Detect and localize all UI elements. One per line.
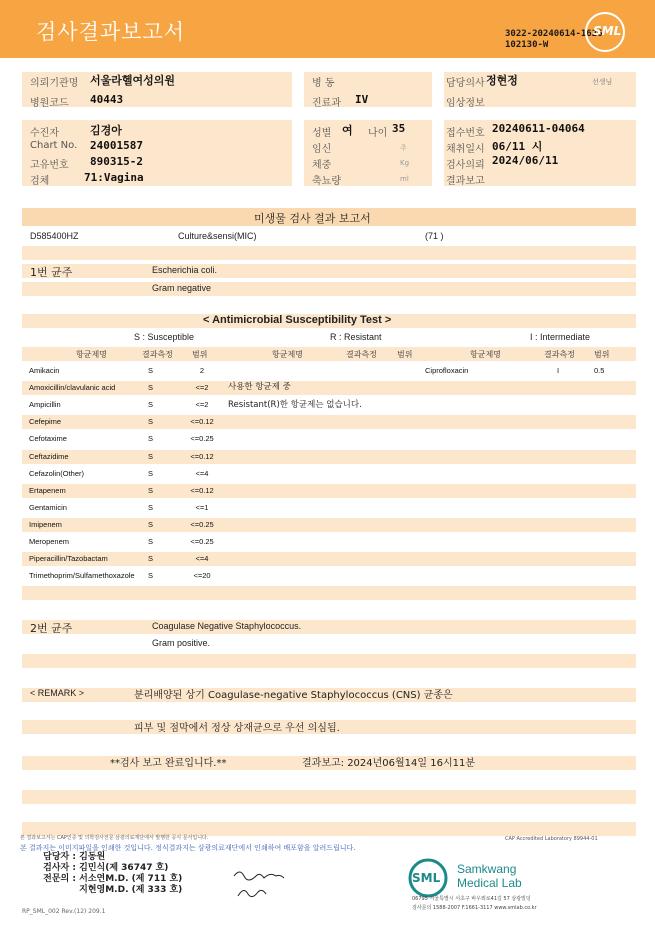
ast-drug-result: S [148,434,154,443]
ast-drug-result: S [148,452,154,461]
brand-line2: Medical Lab [457,876,522,890]
remark-line1: 분리배양된 상기 Coagulase-negative Staphylococcus (CNS) 균종은 [134,690,453,701]
report-code-line2: 102130-W [505,40,549,50]
ast-drug-value: 2 [199,366,205,375]
dept-value: IV [355,93,369,106]
ast-drug-value: <=0.25 [190,520,214,529]
row-band [22,586,636,600]
staff-name: 김동원 [79,852,106,862]
col-range-2: 범위 [397,350,413,359]
ast-drug-name: Ertapenem [29,486,66,495]
note-line1: 사용한 항균제 중 [228,382,291,392]
ast-drug-value: <=20 [193,571,211,580]
ast-drug-value: <=0.12 [190,417,214,426]
row-band [22,620,636,634]
pregnancy-unit: 주 [400,144,407,152]
report-time: 결과보고: 2024년06월14일 16시11분 [302,758,476,769]
report-label: 결과보고 [446,176,485,187]
sex-label: 성별 [312,128,332,139]
pregnancy-label: 임신 [312,144,332,155]
institution-label: 의뢰기관명 [30,78,79,89]
micro-section-title: 미생물 검사 결과 보고서 [254,212,371,225]
urine-unit: ml [400,175,409,183]
ast-drug-value: <=1 [195,503,209,512]
ast-drug-result: S [148,486,154,495]
ast-drug-result: S [148,554,154,563]
hospital-code-label: 병원코드 [30,98,69,109]
examinee-band [22,120,292,186]
hospital-code-value: 40443 [90,93,124,106]
ast-drug-value: <=0.25 [190,537,214,546]
row-band [22,282,636,296]
ast-drug-value: <=2 [195,383,209,392]
ast-drug-value: <=2 [195,400,209,409]
request-value: 2024/06/11 [492,154,559,167]
specimen-label: 검체 [30,176,50,187]
row-band [22,654,636,668]
row-band [22,450,636,464]
row-band [22,484,636,498]
col-result-2: 결과측정 [346,350,377,359]
brand-name [457,862,522,890]
ast-drug-value: <=4 [195,469,209,478]
col-drug-1: 항균제명 [76,350,107,359]
test-code: D585400HZ [30,231,79,241]
ast-drug-result: S [148,571,154,580]
col-result-1: 결과측정 [142,350,173,359]
ast-drug-name: Cefazolin(Other) [29,469,85,478]
ast-drug-result: S [148,400,154,409]
collect-value: 06/11 시 [492,140,543,153]
ast-drug-result: S [148,366,154,375]
staff-name: 서소연M.D. (제 711 호) [79,874,183,884]
col-result-3: 결과측정 [544,350,575,359]
signature-image [230,866,290,902]
examinee-label: 수진자 [30,128,59,139]
ast-drug-value: <=0.12 [190,452,214,461]
id-label: 고유번호 [30,160,69,171]
col-drug-2: 항균제명 [272,350,303,359]
ast-drug-name: Ceftazidime [29,452,69,461]
right-drug-result: I [557,366,560,375]
ast-drug-name: Trimethoprim/Sulfamethoxazole [29,571,135,580]
chart-value: 24001587 [90,139,143,152]
row-band [22,552,636,566]
legend-susceptible: S : Susceptible [134,332,195,342]
strain2-label: 2번 균주 [30,622,73,635]
chart-label: Chart No. [30,140,78,151]
ast-title: < Antimicrobial Susceptibility Test > [203,314,392,326]
id-value: 890315-2 [90,155,143,168]
right-drug-value: 0.5 [594,366,605,375]
ast-drug-result: S [148,537,154,546]
col-drug-3: 항균제명 [470,350,501,359]
sml-logo-icon [585,12,625,52]
brand-abbr: SML [412,871,441,885]
ast-drug-name: Meropenem [29,537,70,546]
staff-name: 지현영M.D. (제 333 호) [79,885,183,895]
weight-label: 체중 [312,160,332,171]
row-band [22,264,636,278]
brand-address: 06795 서울특별시 서초구 바우뫼로41길 57 삼광빌딩 [412,896,531,902]
ast-drug-value: <=0.25 [190,434,214,443]
row-band [22,246,636,260]
receipt-value: 20240611-04064 [492,122,585,135]
col-range-1: 범위 [192,350,208,359]
footer-fine-print-1: 본 결과보고서는 CAP인증 및 의학검사전문 삼광의료재단에서 발행한 공식 문서입니다. [20,835,209,841]
row-band [22,518,636,532]
staff-role: 검사자 : [43,863,76,873]
row-band [22,415,636,429]
ast-drug-result: S [148,503,154,512]
weight-unit: Kg [400,159,410,167]
staff-role: 담당자 : [43,852,76,862]
note-line2: Resistant(R)한 항균제는 없습니다. [228,400,362,410]
complete-note: **검사 보고 완료입니다.** [110,758,227,769]
age-value: 35 [392,122,406,135]
ast-drug-name: Cefepime [29,417,62,426]
report-title: 검사결과보고서 [36,20,186,44]
doctor-value: 정현정 [486,74,518,87]
ast-drug-name: Amoxicillin/clavulanic acid [29,383,116,392]
specimen-value: 71:Vagina [84,171,144,184]
right-drug-name: Ciprofloxacin [425,366,469,375]
staff-row [36,885,182,896]
test-name: Culture&sensi(MIC) [178,231,257,241]
institution-value: 서울라헬여성의원 [90,74,176,87]
request-label: 검사의뢰 [446,160,485,171]
cap-accreditation: CAP Accredited Laboratory 89944-01 [505,836,598,842]
ast-drug-name: Amikacin [29,366,60,375]
report-code-line1: 3022-20240614-1626 [505,29,603,39]
ast-drug-result: S [148,469,154,478]
strain1-name: Escherichia coli. [152,265,218,275]
col-range-3: 범위 [594,350,610,359]
ast-drug-name: Cefotaxime [29,434,67,443]
staff-row [36,863,182,874]
urine-label: 축뇨량 [312,176,341,187]
ast-drug-result: S [148,520,154,529]
footer-fine-print-2: 본 결과지는 이미지파일을 인쇄한 것입니다. 정식결과지는 삼광의료재단에서 인쇄하여 배포함을 알려드립니다. [20,844,356,852]
ast-drug-value: <=0.12 [190,486,214,495]
sex-value: 여 [342,124,353,137]
ward-label: 병 동 [312,78,335,89]
sml-logo-text: SML [593,24,622,38]
clinical-info-label: 임상정보 [446,98,485,109]
brand-phone: 검사문의 1588-2007 F.1661-3117 www.smlab.co.kr [412,905,537,911]
doctor-label: 담당의사 [446,78,485,89]
staff-row [36,852,182,863]
row-band [22,790,636,804]
staff-role: 전문의 : [43,874,76,884]
ast-drug-result: S [148,383,154,392]
test-no: (71 ) [425,231,444,241]
remark-label: < REMARK > [30,688,85,698]
legend-resistant: R : Resistant [330,332,382,342]
remark-line2: 피부 및 점막에서 정상 상재균으로 우선 의심됨. [134,723,340,734]
dept-label: 진료과 [312,98,341,109]
collect-label: 채취일시 [446,144,485,155]
ast-drug-name: Piperacillin/Tazobactam [29,554,108,563]
legend-intermediate: I : Intermediate [530,332,591,342]
ast-drug-result: S [148,417,154,426]
brand-line1: Samkwang [457,862,517,876]
doctor-suffix: 선생님 [592,78,613,86]
strain1-label: 1번 균주 [30,266,73,279]
receipt-label: 접수번호 [446,128,485,139]
ast-drug-name: Imipenem [29,520,62,529]
form-number: RP_SML_002 Rev.(12) 209.1 [22,908,106,915]
age-label: 나이 [368,128,388,139]
staff-row [36,874,182,885]
strain2-name: Coagulase Negative Staphylococcus. [152,621,302,631]
ast-drug-name: Gentamicin [29,503,67,512]
staff-name: 김민식(제 36747 호) [79,863,169,873]
ast-drug-value: <=4 [195,554,209,563]
staff-list [36,852,182,896]
sml-brand-icon [408,858,448,898]
strain1-gram: Gram negative [152,283,212,293]
strain2-gram: Gram positive. [152,638,211,648]
examinee-value: 김경아 [90,124,122,137]
ast-drug-name: Ampicillin [29,400,61,409]
